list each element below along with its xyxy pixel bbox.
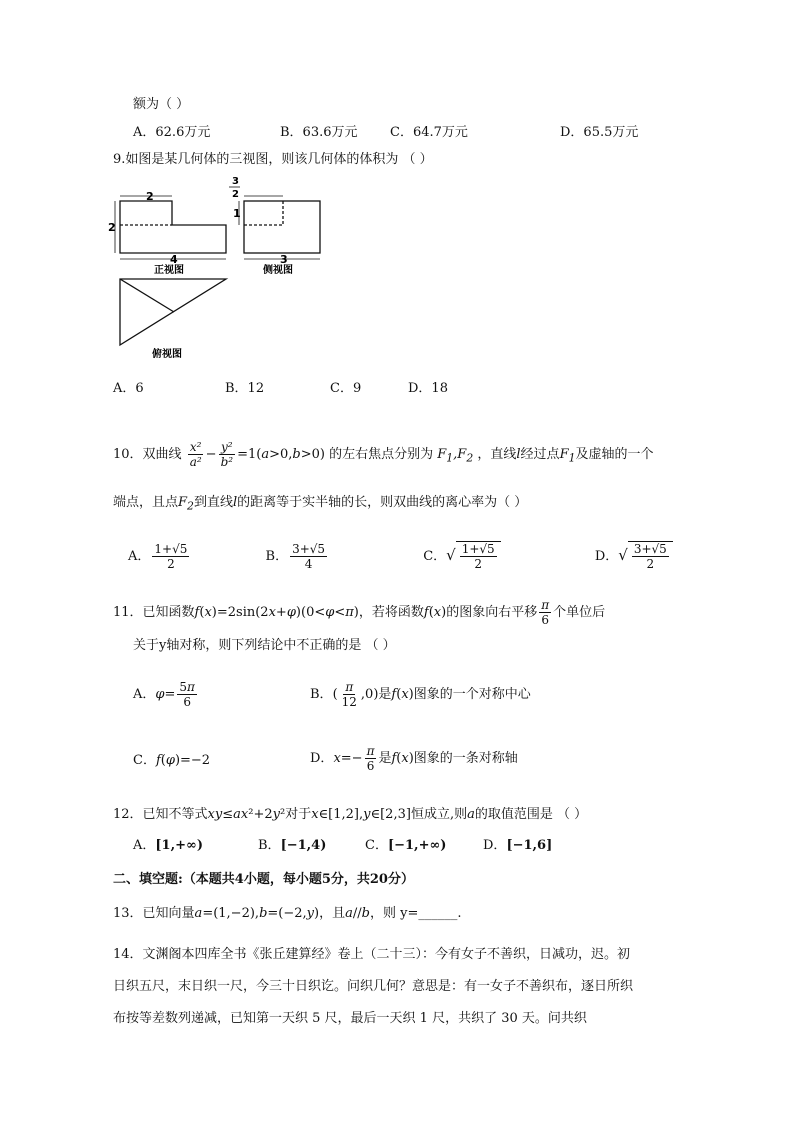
q12-stem: 12．已知不等式xy≤ax²+2y²对于x∈[1,2],y∈[2,3]恒成立,则a的取值范围是 （ ）	[113, 807, 588, 822]
q10-option-a: A． $\frac{1+√5}{2}$	[128, 542, 188, 571]
q10-stem-c: ，直线	[477, 447, 517, 462]
q9-option-b: B．12	[225, 381, 265, 396]
q11-stem-b: ，若将函数	[358, 605, 424, 620]
front-view-label: 正视图	[154, 265, 184, 276]
front-dim-bottom: 4	[170, 253, 178, 266]
q10-line2-c: 的距离等于实半轴的长，则双曲线的离心率为（ ）	[237, 495, 528, 510]
front-dim-top: 2	[146, 190, 154, 203]
q12-option-b: B．[−1,4)	[258, 838, 327, 853]
q9-three-view-figure	[108, 175, 338, 365]
q12-stem-d: 的取值范围是 （ ）	[474, 807, 588, 822]
q14-line2: 日织五尺，末日织一尺，今三十日织讫。问织几何？意思是：有一女子不善织布，逐日所织	[113, 979, 634, 994]
side-view	[239, 196, 320, 259]
q13-stem-a: 13．已知向量	[113, 906, 195, 921]
section-heading-fill-in: 二、填空题:（本题共4小题，每小题5分，共20分）	[113, 872, 414, 887]
q10-stem-b: 的左右焦点分别为	[329, 447, 434, 462]
q10-stem-e: 及虚轴的一个	[575, 447, 654, 462]
q13-stem-b: ，且	[319, 906, 346, 921]
q11-stem-d: 个单位后	[553, 605, 606, 620]
q10-stem-a: 10．双曲线	[113, 447, 182, 462]
q11-stem: 11．已知函数f(x)=2sin(2x+φ)(0<φ<π)，若将函数f(x)的图象向右平移 $\frac{\pi}{6}$ 个单位后	[113, 598, 606, 627]
hyperbola-equation: $\frac{\text{x²}}{\text{a²}}$ − $\frac{\text{y²}}{\text{b²}}$ =1(a>0,b>0)	[189, 440, 325, 469]
side-dim-top-den: 2	[232, 189, 239, 200]
q10-stem-d: 经过点	[520, 447, 560, 462]
q10-stem: 10．双曲线 $\frac{\text{x²}}{\text{a²}}$ − $\frac{\text{y²}}{\text{b²}}$ =1(a>0,b>0) 的左右焦点分别为 $F_1,F_2$ ，直线l经过点$F_1$及虚轴的一个	[113, 440, 654, 469]
top-view	[120, 279, 226, 345]
q10-line2-a: 端点，且点	[113, 495, 179, 510]
side-dim-left: 1	[233, 207, 241, 220]
q13-stem-c: ，则 y=______.	[369, 906, 462, 921]
q13-stem: 13．已知向量a=(1,−2),b=(−2,y)，且a//b，则 y=______.	[113, 906, 462, 921]
q14-line3: 布按等差数列递减，已知第一天织 5 尺，最后一天织 1 尺，共织了 30 天。问共织	[113, 1011, 587, 1026]
focus-f1-f2: $F_1,F_2$	[437, 447, 474, 465]
top-view-label: 俯视图	[152, 349, 182, 360]
q14-line1: 14．文渊阁本四库全书《张丘建算经》卷上（二十三）：今有女子不善织，日减功，迟。初	[113, 947, 631, 962]
side-view-label: 侧视图	[263, 265, 293, 276]
q11-option-c: C．f(φ)=−2	[133, 753, 211, 768]
front-view	[115, 196, 226, 259]
q11-option-d: D．x=− $\frac{\pi}{6}$ 是f(x)图象的一条对称轴	[310, 744, 518, 773]
q12-stem-a: 12．已知不等式	[113, 807, 208, 822]
q11-option-a: A．φ= $\frac{5\pi}{6}$	[133, 680, 195, 709]
q10-option-d: D．√ $\frac{3+√5}{2}$	[595, 549, 673, 564]
q10-line2-b: 到直线	[193, 495, 233, 510]
q11-stem-c: 的图象向右平移	[446, 605, 538, 620]
q9-stem: 9.如图是某几何体的三视图，则该几何体的体积为 （ ）	[113, 152, 433, 167]
q10-option-c: C．√ $\frac{1+√5}{2}$	[423, 549, 501, 564]
q9-option-d: D．18	[408, 381, 448, 396]
q8-option-b: B．63.6万元	[280, 125, 358, 140]
q10-option-b: B． $\frac{3+√5}{4}$	[265, 542, 326, 571]
q10-options	[128, 540, 673, 572]
q8-option-a: A．62.6万元	[133, 125, 211, 140]
side-dim-bottom: 3	[280, 253, 288, 266]
q9-option-a: A．6	[113, 381, 144, 396]
q11-line2: 关于y轴对称，则下列结论中不正确的是 （ ）	[133, 638, 396, 653]
q8-option-c: C．64.7万元	[390, 125, 468, 140]
side-dim-top-num: 3	[232, 176, 239, 187]
front-dim-left: 2	[108, 221, 116, 234]
q8-stem-tail: 额为（ ）	[133, 97, 190, 112]
q12-option-c: C．[−1,+∞)	[365, 838, 447, 853]
q12-stem-b: 对于	[285, 807, 312, 822]
q12-option-d: D．[−1,6]	[483, 838, 553, 853]
q11-option-b: B．( $\frac{\pi}{12}$ ,0)是f(x)图象的一个对称中心	[310, 680, 531, 709]
q12-stem-c: 恒成立,则	[410, 807, 468, 822]
q12-option-a: A．[1,+∞)	[133, 838, 203, 853]
q9-option-c: C．9	[330, 381, 362, 396]
q10-line2: 端点，且点$F_2$到直线l的距离等于实半轴的长，则双曲线的离心率为（ ）	[113, 495, 528, 513]
q11-stem-a: 11．已知函数	[113, 605, 195, 620]
q8-option-d: D．65.5万元	[560, 125, 639, 140]
